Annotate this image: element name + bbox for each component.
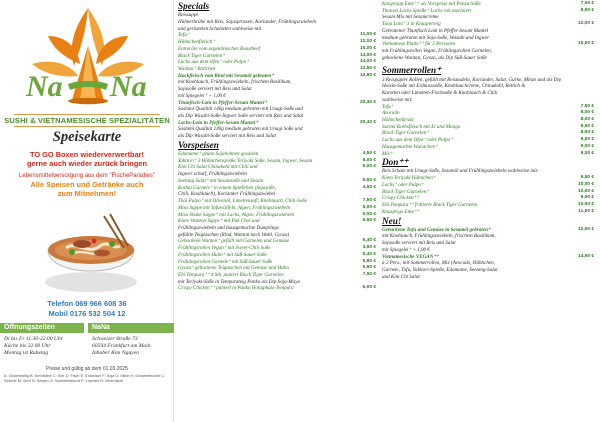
dish-description	[178, 191, 378, 198]
item-text: Ebi Tempura⁺⁺ frittierte Black Tiger Garnelen	[382, 202, 478, 209]
item-price: 6,00 €	[362, 157, 376, 163]
item-price: 9,00 €	[580, 137, 594, 143]
contact-block	[92, 336, 174, 358]
allergen-legend: A: Glutenhaltig B: Krebstiere C: Eier D: Fisch E: Erdnüsse F: Soja G: Milch H: Schalenfrüchte L: Sellerie M: Senf N: Sesam O: Schwefeldioxid P: Lupinen R: Weichtiere	[4, 374, 165, 383]
item-price: 4,50 €	[362, 184, 376, 190]
item-price: 12,00 €	[577, 21, 594, 27]
menu-item	[382, 137, 596, 144]
logo-name-right: Na	[110, 70, 147, 103]
dish-description	[178, 12, 378, 19]
section-title: Neu!	[382, 215, 402, 226]
item-text: Lachs-Loin in Pfeffer-Sesam Mantel⁺	[178, 119, 258, 126]
item-text: Garnele, Tofu, Yakitori-Spieße, Edamame, Seetang-Salat	[382, 267, 498, 273]
item-text: 3 Reispapier Rollen, gefüllt mit Reisnudeln, Koriander, Salat, Gurke, Minze und als Dip	[382, 76, 562, 83]
menu-item	[178, 151, 378, 158]
hours-heading: Öffnungszeiten	[0, 323, 84, 333]
owner-name: Inhaber Kim Nguyen	[92, 350, 139, 357]
item-text: Tuna Loin⁺ 3 in Knusperteig	[382, 21, 441, 28]
dish-description	[178, 86, 378, 93]
menu-item	[382, 202, 596, 209]
menu-item	[382, 110, 596, 117]
menu-item	[178, 212, 378, 219]
item-text: Sojasoße serviert mit Reis und Salat	[382, 240, 456, 247]
menu-item	[178, 218, 378, 225]
section-heading	[178, 1, 378, 12]
item-price: 6,50 €	[362, 218, 376, 224]
item-price: 14,00 €	[359, 52, 376, 58]
supplier-note: Lebensmittelversorgung aus dem "FischeParadies"	[19, 173, 155, 179]
item-text: gebackene Wantan, Gyoza, als Dip Süß-Sauer Soße	[382, 54, 487, 61]
item-price: 5,90 €	[362, 265, 376, 271]
menu-item	[178, 205, 378, 212]
brand-divider-bottom	[14, 126, 160, 127]
dish-description	[382, 55, 596, 62]
menu-column-middle	[178, 1, 378, 421]
item-text: Lachs⁺ oder Pulpo⁺	[382, 181, 424, 188]
section-title: Don⁺⁺	[382, 157, 409, 168]
item-text: mit Teriyaki-Soße in Tempurateig Panko als Dip Soja-Mayo	[178, 278, 301, 285]
item-text: Vietnamesische VEGAN⁺⁺	[382, 253, 439, 260]
menu-item	[178, 158, 378, 165]
menu-item	[382, 117, 596, 124]
item-text: Hühnerbrühe mit Reis, Sojasprossen, Koriander, Frühlingszwiebeln	[178, 18, 317, 25]
item-text: mit Knoblauch, Frühlingszwiebeln, frischem Basilikum,	[382, 233, 496, 240]
menu-item	[178, 59, 378, 66]
item-price: 9,00 €	[580, 143, 594, 149]
item-text: und Kim Chi Salat	[382, 273, 420, 280]
item-text: Black Tiger Garnelen⁺	[382, 130, 429, 137]
menu-item	[382, 144, 596, 151]
item-text: Ebi Tempura⁺⁺ 4 Stk. paniert Black Tiger Garnelen	[178, 271, 284, 278]
dish-description	[382, 267, 596, 274]
menu-item	[178, 245, 378, 252]
section-title: Sommerrollen⁺	[382, 65, 441, 76]
item-text: Kim Chi Salat Chinakohl mit Chili und	[178, 164, 258, 171]
section-heading	[382, 65, 596, 76]
item-text: Sashimi Qualität 140g medium gebraten mit Unagi-Soße und	[178, 106, 303, 113]
item-text: gefüllte Teigtaschen (Rind, Wanton nach Wahl, Gyoza)	[178, 231, 290, 238]
item-text: Gebackene Wantan⁺ gefüllt mit Garnelen und Gemüse	[178, 238, 290, 245]
menu-item	[178, 32, 378, 39]
menu-column-right	[382, 1, 596, 421]
brand-subtitle: SUSHI & VIETNAMESISCHE SPEZIALITÄTEN	[4, 116, 170, 125]
item-price: 8,50 €	[580, 7, 594, 13]
brand-divider-top	[14, 114, 160, 115]
section-title: Specials	[178, 1, 210, 11]
item-price: 8,00 €	[580, 110, 594, 116]
dish-description	[178, 113, 378, 120]
item-text: mit Knoblauch, Frühlingszwiebeln, frischem Basilikum,	[178, 79, 292, 86]
menu-item	[178, 238, 378, 245]
item-text: wahlweise mit:	[382, 96, 413, 103]
item-text: Miso Shake Suppe⁺ mit Lachs, Algen, Frühlingszwiebeln	[178, 211, 295, 218]
menu-item	[178, 252, 378, 259]
item-text: Gebratener Thunfisch Loin in Pfeffer-Sesam Mantel	[382, 27, 489, 34]
item-text: Black Tiger Garnelen⁺	[178, 52, 225, 59]
dish-description	[382, 28, 596, 35]
pho-bowl-image	[42, 208, 140, 296]
dish-description	[178, 106, 378, 113]
menu-title: Speisekarte	[52, 129, 122, 145]
item-price: 11,00 €	[360, 32, 376, 38]
item-text: als Dip Wasabi-Soße-Ingwer Soße serviert mit Reis und Salat	[178, 112, 304, 119]
item-text: Entrecôte vom argentinischen Roastbeef	[178, 45, 261, 52]
menu-item	[178, 46, 378, 53]
menu-item	[382, 254, 596, 261]
menu-item	[178, 259, 378, 266]
item-price: 9,00 €	[580, 150, 594, 156]
menu-item	[382, 21, 596, 28]
item-price: 5,40 €	[362, 251, 376, 257]
dish-description	[382, 247, 596, 254]
item-text: Miso Suppe mit Tofuwürfeln, Algen, Frühlingszwiebeln	[178, 204, 291, 211]
item-text: mit Frühlingsrollen Vegan, Frühlingsrollen Garnelen,	[382, 48, 492, 55]
item-price: 6,00 €	[362, 285, 376, 291]
item-price: 20,40 €	[359, 99, 376, 105]
item-text: Lachs aus dem Ofen⁺ oder Pulpo⁺	[382, 137, 453, 144]
item-text: Tofu⁺	[382, 103, 394, 110]
dish-description	[382, 240, 596, 247]
dish-description	[382, 14, 596, 21]
menu-item	[382, 130, 596, 137]
menu-item	[178, 73, 378, 80]
dish-description	[178, 232, 378, 239]
item-price: 10,00 €	[577, 181, 594, 187]
item-text: Lachs aus dem Ofen⁺ oder Pulpo⁺	[178, 59, 249, 66]
item-price: 9,50 €	[580, 175, 594, 181]
menu-item	[178, 178, 378, 185]
contact-heading: NaNa	[88, 323, 174, 333]
item-price: 7,50 €	[580, 1, 594, 6]
menu-item	[178, 66, 378, 73]
item-price: 12,00 €	[359, 39, 376, 45]
menu-item	[178, 185, 378, 192]
item-price: 4,50 €	[362, 151, 376, 157]
item-text: Yakitori⁺ 3 Hähnchenspieße Teriyaki Soße, Sesam, Ingwer, Sesam	[178, 157, 313, 164]
dish-description	[178, 133, 378, 140]
menu-item	[178, 198, 378, 205]
menu-item	[178, 100, 378, 107]
item-price: 11,00 €	[578, 208, 594, 214]
hours-line: Montag ist Ruhetag	[4, 350, 49, 357]
item-price: 7,50 €	[362, 198, 376, 204]
hours-line: Küche bis 22.00 Uhr	[4, 343, 51, 350]
item-price: 12,90 €	[359, 72, 376, 78]
dish-description	[382, 97, 596, 104]
item-text: Vietnamese Platte⁺⁺ für 2 Personen	[382, 41, 456, 48]
menu-item	[382, 8, 596, 15]
item-text: Sojasoße serviert mit Reis und Salat	[178, 86, 252, 93]
menu-item	[178, 39, 378, 46]
dish-description	[178, 126, 378, 133]
item-price: 12,50 €	[359, 65, 376, 71]
item-text: Seetang Salat⁺ mit Sesamsoße und Sesam	[178, 177, 264, 184]
item-text: Frühlingszwiebeln und hausgemachte Dumplings	[178, 224, 279, 231]
phone-number[interactable]: Telefon 069 966 608 36	[47, 299, 127, 308]
item-text: Sashimi Qualität 140g medium gebraten mit Unagi Soße und	[178, 126, 303, 133]
item-price: 20,40 €	[359, 119, 376, 125]
item-text: Thunfisch-Loin in Pfeffer-Sesam Mantel⁺	[178, 99, 268, 106]
item-text: à 2 Pers., mit Sommerrollen, Mix (Avocado, Hähnchen,	[382, 260, 495, 267]
item-text: Gebackene Tofu und Gemüse in Sesamöl gebraten⁺	[382, 226, 491, 233]
dish-description	[382, 35, 596, 42]
hours-block	[4, 336, 86, 358]
item-text: Knusprige Ente⁺⁺	[382, 208, 420, 215]
price-validity-note: Preise und gültig ab dem 01.03.2025	[46, 366, 128, 372]
item-text: Kiem Teriyaki Hähnchen⁺	[382, 175, 436, 182]
item-price: 8,00 €	[580, 116, 594, 122]
menu-item	[178, 285, 378, 292]
section-heading	[382, 157, 596, 168]
mobile-number[interactable]: Mobil 0176 532 504 12	[48, 309, 126, 318]
menu-item	[382, 182, 596, 189]
item-text: Karotten oder Limetten-Fischsoße & Knoblauch & Chili	[382, 90, 498, 97]
item-price: 4,90 €	[362, 245, 376, 251]
logo-name-left: Na	[26, 70, 63, 103]
menu-item	[382, 175, 596, 182]
dish-description	[382, 274, 596, 281]
item-price: 14,90 €	[577, 253, 594, 259]
item-text: Hähnchenfleisch⁺	[178, 39, 215, 46]
item-text: Chili, Knoblauch), Koriander Frühlingszwiebel	[178, 191, 276, 198]
item-text: Frühlingsrollen Vegan⁺ mit Sweet-Chili Soße	[178, 245, 271, 252]
item-text: Thonsei Lachs Spieße⁺ Lachs roh mariniert	[382, 7, 472, 14]
item-text: Mix⁺	[382, 150, 393, 157]
dish-description	[382, 77, 596, 84]
section-heading	[178, 140, 378, 151]
menu-item	[382, 227, 596, 234]
item-price: 7,50 €	[580, 103, 594, 109]
dish-description	[382, 260, 596, 267]
item-text: Frühlingsrollen Garnele⁺ mit Süß-Sauer Soße	[178, 258, 273, 265]
item-text: Crispy Chicken⁺⁺	[382, 195, 419, 202]
address-city: 60594 Frankfurt am Main	[92, 343, 151, 350]
item-price: 8,50 €	[580, 130, 594, 136]
item-price: 15,00 €	[577, 41, 594, 47]
dish-description	[382, 168, 596, 175]
item-text: und gerösteten Schalotten wahlweise mit	[178, 25, 262, 32]
item-text: Reissuppe	[178, 12, 199, 19]
menu-item	[178, 120, 378, 127]
menu-item	[382, 104, 596, 111]
section-title: Vorspeisen	[178, 139, 219, 150]
item-price: 5,90 €	[362, 258, 376, 264]
address-street: Schweizer Straße 73	[92, 336, 138, 342]
item-price: 5,40 €	[362, 238, 376, 244]
brand-panel	[0, 0, 174, 422]
item-price: 5,00 €	[362, 204, 376, 210]
hours-line: Di bis Fr 11.30-22.00 Uhr	[4, 336, 63, 342]
item-text: Kothai Garnele⁺ in einem Spießchen (Sojasoße,	[178, 184, 277, 191]
item-text: Wantan⁺ Bällchen	[178, 65, 216, 72]
item-text: Hoisin-Soße mit Erdnusssoße, Knoblauchcreme, Chinakohl, Rettich &	[382, 83, 526, 90]
menu-item	[382, 151, 596, 158]
item-text: Avocado	[382, 110, 400, 117]
item-price: 9,50 €	[580, 195, 594, 201]
item-text: Klare Wanton Suppe⁺ mit Pak Choi und	[178, 218, 260, 225]
menu-item	[382, 41, 596, 48]
item-text: Tofu⁺	[178, 32, 190, 39]
item-price: 6,00 €	[362, 164, 376, 170]
menu-item	[382, 124, 596, 131]
item-text: Crispy Chicken⁺⁺ paniert in Panko Honigmais-Tempura	[178, 285, 294, 292]
dish-description	[178, 225, 378, 232]
item-text: Ingwer scharf, Frühlingszwiebeln	[178, 171, 247, 178]
dish-description	[178, 279, 378, 286]
nana-logo	[18, 6, 158, 116]
dish-description	[382, 48, 596, 55]
item-text: Kaispropp Ente⁺⁺ als Vorspeise mit Ponzu-Soße	[382, 1, 481, 7]
menu-item	[382, 209, 596, 216]
item-text: Black Tiger Garnelen⁺	[382, 188, 429, 195]
dish-description	[382, 83, 596, 90]
dish-description	[382, 90, 596, 97]
item-price: 10,50 €	[577, 202, 594, 208]
section-heading	[382, 216, 596, 227]
dish-description	[178, 79, 378, 86]
item-text: Surimi Krebsfleisch mit Ei und Mango	[382, 123, 461, 130]
item-text: Sesam Mix mit Sesamcreme	[382, 14, 439, 21]
item-price: 14,00 €	[359, 59, 376, 65]
menu-item	[178, 164, 378, 171]
togo-line-1: TO GO Boxen wiederverwertbar!	[29, 150, 145, 159]
dish-description	[178, 93, 378, 100]
item-text: Hackfleisch vom Rind mit Sesamöl gebraten⁺	[178, 72, 274, 79]
item-price: 12,50 €	[577, 226, 594, 232]
menu-item	[178, 272, 378, 279]
menu-item	[178, 53, 378, 60]
takeaway-line-2: zum Mitnehmen!	[57, 189, 117, 198]
item-text: Edamame⁺ grüne Sojabohnen gesalzen	[178, 151, 259, 158]
menu-item	[382, 195, 596, 202]
dish-description	[178, 171, 378, 178]
item-price: 5,00 €	[362, 211, 376, 217]
item-text: Thai Pulpo⁺ mit Olivenöl, Limettensaft, Knoblauch, Chili-Soße	[178, 198, 308, 205]
item-price: 10,00 €	[577, 188, 594, 194]
item-text: Gyoza⁺ gebackene Teigtaschen mit Gemüse und Huhn	[178, 265, 289, 272]
item-text: Reis Schale mit Unagi-Soße, Sesamöl und Frühlingszwiebeln wahlweise mit:	[382, 168, 539, 175]
menu-item	[382, 1, 596, 8]
menu-item	[382, 189, 596, 196]
togo-line-2: gerne auch wieder zurück bringen	[27, 159, 147, 168]
dish-description	[382, 233, 596, 240]
item-price: 7,50 €	[362, 271, 376, 277]
item-price: 5,50 €	[362, 177, 376, 183]
dish-description	[178, 19, 378, 26]
item-price: 15,00 €	[359, 45, 376, 51]
item-text: mit Spiegelei⁺ + 1,00 €	[178, 92, 226, 99]
menu-item	[178, 265, 378, 272]
item-text: Hähnchenbrust	[382, 116, 414, 123]
item-text: Frühlingsrollen Huhn⁺ mit Süß-Sauer Soße	[178, 251, 267, 258]
item-text: als Dip Wasabi-Soße serviert mit Reis und Salat	[178, 133, 276, 140]
takeaway-line-1: Alle Speisen und Getränke auch	[30, 180, 144, 189]
dish-description	[178, 26, 378, 33]
item-text: Hausgemachte Wurstchen⁺	[382, 143, 438, 150]
item-text: medium gebraten mit Soja-Soße, Wasabi und Ingwer	[382, 34, 490, 41]
item-price: 8,50 €	[580, 123, 594, 129]
item-text: mit Spiegelei⁺ + 1,00 €	[382, 246, 430, 253]
